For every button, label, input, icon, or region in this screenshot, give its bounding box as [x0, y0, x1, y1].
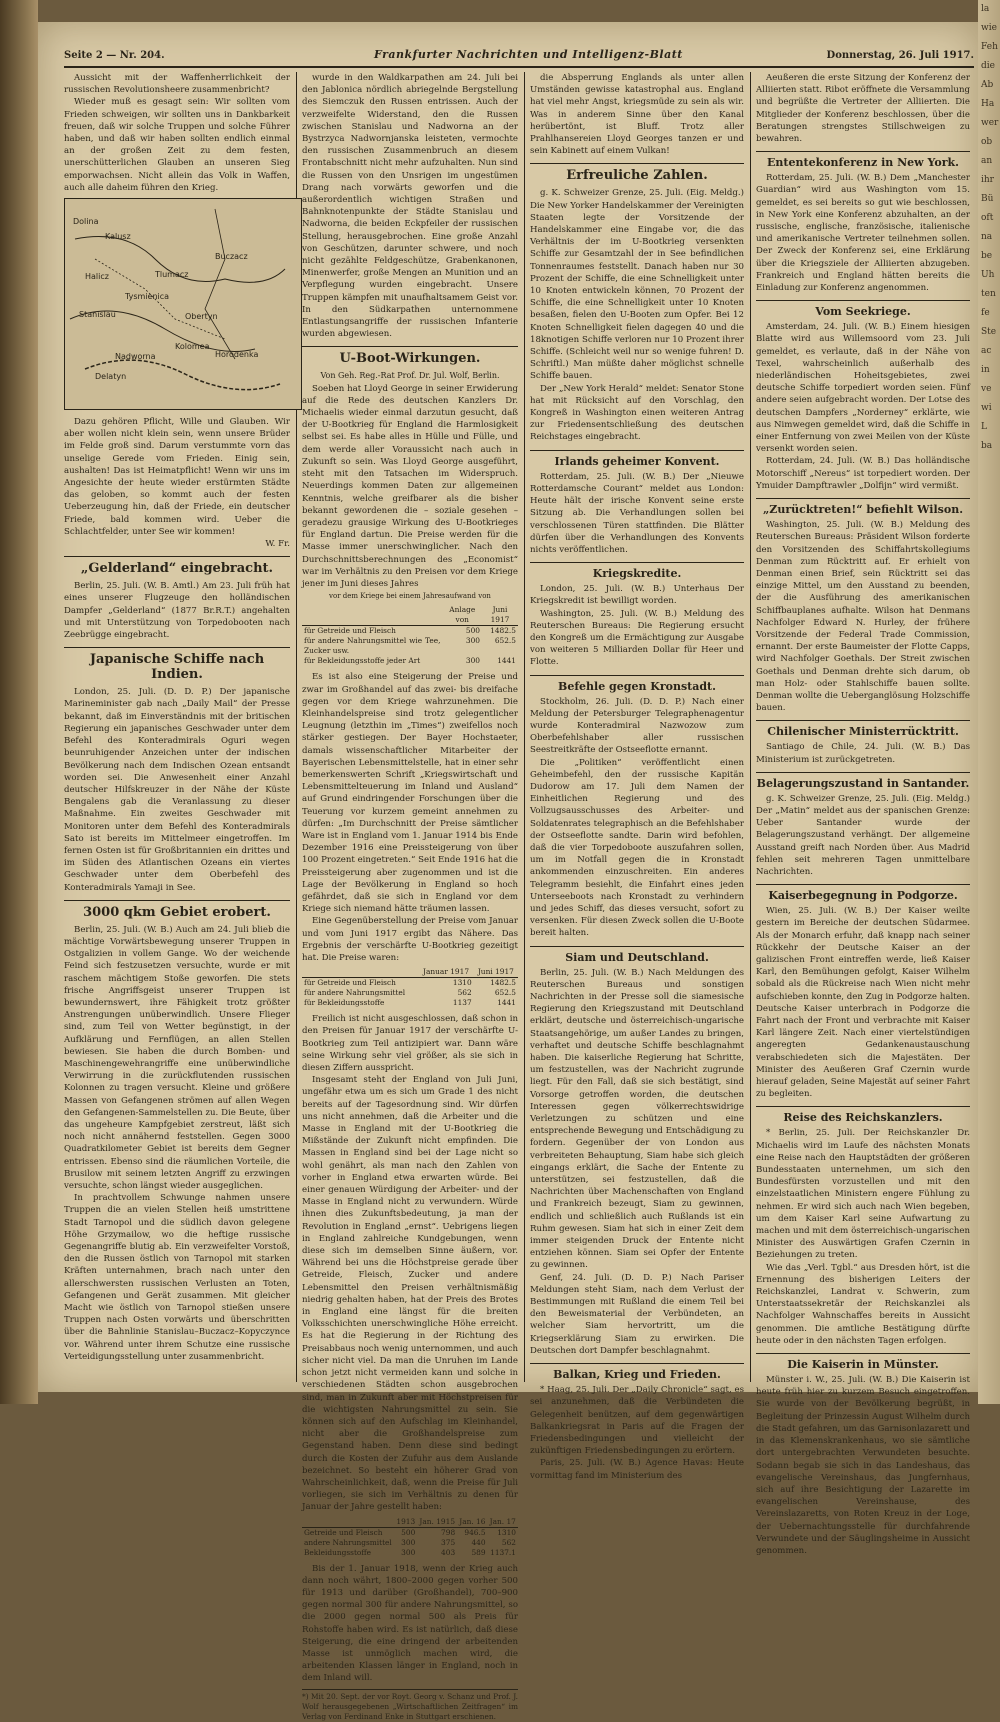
paragraph: Berlin, 25. Juli. (W. B. Amtl.) Am 23. Juli früh hat eines unserer Flugzeuge den holländischen Dampfer „Gelderland“ (1877 Br.R.T.) angehalten und mit Unterstützung von Torpedobooten nach Zeebrügge eingebracht. — [64, 581, 290, 641]
table-header: Juni 1917 — [474, 967, 518, 978]
paragraph: wurde in den Waldkarpathen am 24. Juli bei den Jablonica nördlich abriegelnde Bergstellung des Siemczuk den Russen entrissen. Auch der verzweifelte Widerstand, den die Russen zwischen Stanislau und Nadworna an der Bystrzyca Nadwornjanska leisteten, vermochte den russischen Zusammenbruch an diesem Frontabschnitt nicht mehr aufzuhalten. Nun sind die Russen von den Unsrigen im ungestümen Drang nach vorwärts geworfen und die außerordentlich wichtigen Straßen und Bahnknotenpunkte der Städte Stanislau und Nadworna, die beiden Eckpfeiler der russischen Stellung, herausgebrochen. Eine große Anzahl von Geschützen, darunter schwere, und noch nicht gezählte Feldgeschütze, Grabenkanonen, Minenwerfer, große Mengen an Munition und an Verpflegung wurden eingebracht. Unsere Truppen kämpfen mit unaufhaltsamem Geist vor. In den Südkarpathen unternommene Entlastungsangriffe der russischen Infanterie wurden abgewiesen. — [302, 73, 518, 340]
table-cell: Getreide und Fleisch — [304, 1527, 383, 1537]
paragraph: Es ist also eine Steigerung der Preise und zwar im Großhandel auf das zwei- bis dreifache gegen vor dem Kriege wahrzunehmen. Die Kleinhandelspreise sind trotz gelegentlicher Leugnung (letzthin im „Times“) zweifellos noch stärker gestiegen. Der Bayer Hochstaeter, damals wissenschaftlicher Mitarbeiter der Bayerischen Lebensmittelstelle, hat in einer sehr bemerkenswerten Schrift „Kriegswirtschaft und Lebensmittelteuerung im Inland und Ausland“ auf Grund eindringender Forschungen über die Teuerung vor kurzem gemeint annehmen zu dürfen: „Im Durchschnitt der Preise sämtlicher Ware ist in England vom 1. Januar 1914 bis Ende Dezember 1916 eine Preissteigerung von über 100 Prozent eingetreten.“ Seit Ende 1916 hat die Preissteigerung aber zugenommen und ist die Lage der Bevölkerung in England so hoch gefährdet, daß sie sich in England vor dem Kriege sich niemand hätte träumen lassen. — [302, 672, 518, 915]
column-4 — [756, 72, 970, 1556]
headline: Japanische Schiffe nach Indien. — [89, 652, 265, 683]
paragraph: Dazu gehören Pflicht, Wille und Glauben. Wir aber wollen nicht klein sein, wenn unsere Brüder im Felde groß sind. Darum verstummte vorn das unselige Gerede vom Frieden. Einig sein, aushalten! Das ist Heimatpflicht! Wenn wir uns im Angesichte der heute wieder erstürmten Städte das geloben, so kommt auch der festen Ueberzeugung hin, daß der Friede, ein deutscher Friede, bald kommen wird. Ueber die Schlachtfelder, unter See wir kommen! — [64, 417, 290, 537]
page-label: Seite 2 — Nr. 204. — [64, 50, 165, 61]
price-table-3 — [302, 1517, 518, 1558]
map-label: Tlumacz — [155, 270, 189, 280]
table-row — [302, 988, 518, 998]
divider — [64, 900, 290, 901]
table-cell: für Getreide und Fleisch — [304, 978, 396, 988]
headline: Die Kaiserin in Münster. — [787, 1358, 939, 1372]
table-row — [302, 636, 518, 656]
edge-text-fragment: in — [981, 365, 990, 375]
paragraph: Die „Politiken“ veröffentlicht einen Geheimbefehl, den der russische Kapitän Dudorow am 17. Juli dem Namen der Einheitlichen Regierung und des Vollzugsausschusses des Arbeiter- und Soldatenrates telegraphisch an die Befehlshaber der Ostseeflotte sandte. Darin wird befohlen, daß die vier Torpedoboote auszufahren sollen, um im Notfall gegen die in Kronstadt ankommenden einzuschreiten. Ein anderes Telegramm besiehlt, die Einfahrt eines jeden Unterseeboots nach Kronstadt zu verhindern und jedes Schiff, das dieses versucht, sofort zu versenken. Für diesen Zweck sollen die U-Boote bereit halten. — [530, 757, 744, 939]
edge-text-fragment: Ab — [981, 80, 994, 90]
book-binding — [0, 0, 38, 1404]
map-label: Delatyn — [95, 372, 127, 382]
edge-text-fragment: Bü — [981, 194, 994, 204]
table-cell: für Bekleidungsstoffe jeder Art — [304, 656, 421, 666]
edge-text-fragment: ac — [981, 346, 992, 356]
paragraph: Wieder muß es gesagt sein: Wir sollten vom Frieden schweigen, wir sollten uns in Dankbarkeit freuen, daß wir solche Truppen und solche Führer haben, und daß wir haben sollten endlich einmal an der großen Zeit zu dem festen, unerschütterlichen Glauben an unseren Sieg emporwachsen. Nicht allein das Volk in Waffen, auch alle daheim führen den Krieg. — [64, 97, 290, 193]
edge-text-fragment: la — [981, 4, 990, 14]
edge-text-fragment: L — [981, 422, 987, 432]
table-cell: 1441 — [497, 998, 516, 1008]
headline: Befehle gegen Kronstadt. — [558, 679, 716, 693]
edge-text-fragment: Ste — [981, 327, 997, 337]
table-cell: 300 — [401, 1537, 416, 1547]
divider — [530, 450, 744, 451]
table-cell: 946.5 — [464, 1527, 486, 1537]
table-cell: 798 — [441, 1527, 456, 1537]
edge-text-fragment: Uh — [981, 270, 995, 280]
paragraph: Washington, 25. Juli. (W. B.) Meldung des Reuterschen Bureaus: Die Regierung ersucht den Kongreß um die Ermächtigung zur Ausgabe von weiteren 5 Milliarden Dollar für Heer und Flotte. — [530, 608, 744, 668]
issue-date: Donnerstag, 26. Juli 1917. — [826, 50, 974, 61]
table-cell: 1137 — [452, 998, 472, 1008]
edge-text-fragment: die — [981, 61, 995, 71]
table-header — [302, 967, 418, 978]
paragraph: * Berlin, 25. Juli. Der Reichskanzler Dr. Michaelis wird im Laufe des nächsten Monats eine Reise nach den Hauptstädten der größeren Bundesstaaten unternehmen, um sich den Bundesfürsten vorzustellen und mit den einzelstaatlichen Ministern engere Fühlung zu nehmen. Er wird sich auch nach Wien begeben, um dem Kaiser Karl seine Aufwartung zu machen und mit dem österreichisch-ungarischen Minister des Auswärtigen Grafen Czernin in Beziehungen zu treten. — [756, 1128, 970, 1261]
table-row — [302, 656, 518, 666]
headline: Kriegskredite. — [592, 567, 682, 581]
price-table-2 — [302, 967, 518, 1008]
map-label: Tysmienica — [125, 292, 170, 302]
footnote: *) Mit 20. Sept. der vor Royt. Georg v. Schanz und Prof. J. Wolf herausgegebenen „Wirtschaftlichen Zeitfragen“ im Verlag von Ferdinand Enke in Stuttgart erschienen. — [302, 1689, 518, 1722]
headline: „Gelderland“ eingebracht. — [80, 561, 274, 577]
paragraph: Aussicht mit der Waffenherrlichkeit der russischen Revolutionsheere zusammenbricht? — [64, 73, 290, 96]
divider — [530, 946, 744, 947]
divider — [756, 884, 970, 885]
table-cell: 440 — [471, 1537, 486, 1547]
headline: Reise des Reichskanzlers. — [783, 1111, 943, 1125]
divider — [530, 163, 744, 164]
table-cell: 1137.1 — [490, 1547, 516, 1557]
map-label: Obertyn — [185, 312, 218, 322]
paragraph: Aeußeren die erste Sitzung der Konferenz der Alliierten statt. Ribot eröffnete die Versammlung und begrüßte die Vertreter der Alliierten. Die Mitglieder der Konferenz beschlossen, über die Beratungen strengstes Stillschweigen zu bewahren. — [756, 73, 970, 145]
table-header: Juni 1917 — [482, 605, 518, 626]
edge-text-fragment: ob — [981, 137, 993, 147]
column-3 — [530, 72, 744, 1481]
edge-text-fragment: wi — [981, 403, 992, 413]
map-label: Buczacz — [215, 252, 248, 262]
paragraph: Insgesamt steht der England von Juli Juni, ungefähr etwa um es sich um Grade 1 des nicht bereits auf der Tagesordnung sind. Wir dürfen uns nicht annehmen, daß die Arbeiter und die Masse in England mit der U-Bootkrieg die Mißstände der Zukunft nicht empfinden. Die Massen in England sind bei der Lage nicht so wohl genährt, als man nach den Zahlen von vorher in England etwa erwarten würde. Bei einer genauen Würdigung der Arbeiter- und der Masse in England nicht zu verwundern. Würde ihnen dies Zukunftsbedeutung, ja man der Revolution in England „ernst“. Uebrigens liegen in England zahlreiche Kundgebungen, wenn diese sich im demselben Sinne äußern, vor. Während bei uns die Höchstpreise gerade über Getreide, Fleisch, Zucker und andere Lebensmittel den Preisen verhältnismäßig niedrig gehalten haben, hat der Preis des Brotes in England eine längst für die breiten Volksschichten unerschwingliche Höhe erreicht. Es hat die Regierung in der Richtung des Preisabbaus noch wenig unternommen, und auch sicher nicht viel. Da man die Unruhen im Lande schon jetzt nicht vermeiden kann und solche in verschiedenen Städten schon ausgebrochen sind, man in Zukunft aber mit Höchstpreisen für die wichtigsten Nahrungsmittel zu sein. Sie können sich auf den Aufschlag im Kleinhandel, nicht aber die Großhandelspreise zum Gegenstand haben. Denn diese sind bedingt durch die Kosten der Zufuhr aus dem Auslande bezeichnet. So besteht ein höherer Grad von Wahrscheinlichkeit, daß, wenn die Preise für Juli vorliegen, sie sich im Verhältnis zu denen für Januar der Jahre gestellt haben: — [302, 1075, 518, 1513]
paragraph: Freilich ist nicht ausgeschlossen, daß schon in den Preisen für Januar 1917 der verschärfte U-Bootkrieg zum Teil antizipiert war. Dann wäre seine Wirkung sehr viel größer, als sie sich in diesen Ziffern ausspricht. — [302, 1014, 518, 1074]
column-1 — [64, 72, 290, 1382]
table-header — [302, 1517, 394, 1528]
edge-text-fragment: fe — [981, 308, 990, 318]
paragraph: Münster i. W., 25. Juli. (W. B.) Die Kaiserin ist heute früh hier zu kurzem Besuch eingetroffen. Sie wurde von der Bevölkerung begrüßt, in Begleitung der Prinzessin August Wilhelm durch die Stadt gefahren, um das Garnisonlazarett und in das Klemenskrankenhaus, wo sie sämtliche dort untergebrachten Verwundeten besuchte. Sodann begab sie sich in das Landeshaus, das evangelische Vereinshaus, das Jungfernhaus, sich auf ihre Besichtigung der Lazarette im evangelischen Vereinshause, des Vereinslazaretts, von Roten Kreuz in der Loge, der Uebernachtungsstelle für durchfahrende Verwundete und der Säuglingsheime in Aussicht genommen. — [756, 1375, 970, 1556]
table-cell: 562 — [501, 1537, 516, 1547]
table-cell: 1482.5 — [490, 978, 516, 988]
edge-text-fragment: Ha — [981, 99, 995, 109]
paragraph: * Haag, 25. Juli. Der „Daily Chronicle“ sagt, es sei anzunehmen, daß die Verbündeten die Gelegenheit benützen, auf dem gegenwärtigen Balkankriegsrat in Paris auf die Fragen der Friedensbedingungen und vielleicht der zukünftigen Friedensbedingungen zu erörtern. — [530, 1385, 744, 1457]
table-cell: 403 — [441, 1547, 456, 1557]
map-label: Horodenka — [215, 350, 259, 360]
table-cell: 652.5 — [494, 636, 516, 646]
paragraph: Stockholm, 26. Juli. (D. D. P.) Nach einer Meldung der Petersburger Telegraphenagentur wurde Konteradmiral Nazwozow zum Oberbefehlshaber aller russischen Seestreitkräfte der Ostseeflotte ernannt. — [530, 696, 744, 756]
paragraph: Berlin, 25. Juli. (W. B.) Nach Meldungen des Reuterschen Bureaus und sonstigen Nachrichten in der Presse soll die siamesische Regierung den Kriegszustand mit Deutschland erklärt, deutsche und österreichisch-ungarische Staatsangehörige, um außer Landes zu bringen, verhaftet und deutsche Schiffe beschlagnahmt haben. Die kaiserliche Regierung hat Schritte, um festzustellen, was der Nachricht zugrunde liegt. Für den Fall, daß sie sich bestätigt, sind Vorsorge getroffen worden, die deutschen Interessen gegen völkerrechtswidrige Verletzungen zu schützen und eine entsprechende Bewegung und Entschädigung zu fordern. Gegenüber der von London aus verbreiteten Behauptung, Siam habe sich gleich eingangs erklärt, die Sache der Entente zu unterstützen, sei festzustellen, daß die Nachrichten über Machenschaften von England und Frankreich bezeugt, Siam zu gewinnen, endlich und schließlich auch Rußlands ist ein Ruhm gewesen. Siam hat sich in einer Zeit dem immer steigenden Druck der Entente nicht entziehen können. Siam sei Opfer der Entente zu gewinnen. — [530, 967, 744, 1271]
edge-text-fragment: ihr — [981, 175, 994, 185]
table-caption: vor dem Kriege bei einem Jahresaufwand von — [329, 592, 491, 601]
table-cell: 1310 — [497, 1527, 516, 1537]
headline: „Zurücktreten!“ befiehlt Wilson. — [762, 503, 964, 517]
paragraph: g. K. Schweizer Grenze, 25. Juli. (Eig. Meldg.) Der „Matin“ meldet aus der spanischen Grenze: Ueber Santander wurde der Belagerungszustand verhängt. Der allgemeine Ausstand greift nach Norden über. Aus Madrid fehlen seit mehreren Tagen unmittelbare Nachrichten. — [756, 793, 970, 877]
divider — [302, 346, 518, 347]
divider — [756, 772, 970, 773]
masthead — [64, 46, 974, 68]
map-label: Nadworna — [115, 352, 156, 362]
headline: U-Boot-Wirkungen. — [339, 351, 481, 367]
newspaper-page — [38, 22, 978, 1721]
paragraph: Rotterdam, 24. Juli. (W. B.) Das holländische Motorschiff „Nereus“ ist torpediert worden. Der Ymuider Dampftrawler „Dolfijn“ wird vermißt. — [756, 456, 970, 491]
edge-text-fragment: Feh — [981, 42, 998, 52]
table-header: Jan. 16 — [457, 1517, 487, 1528]
paragraph: Paris, 25. Juli. (W. B.) Agence Havas: Heute vormittag fand im Ministerium des — [530, 1458, 744, 1481]
rail-line — [205, 209, 235, 359]
map-label: Stanislau — [79, 310, 116, 320]
headline: Vom Seekriege. — [815, 305, 911, 319]
table-cell: andere Nahrungsmittel — [304, 1537, 392, 1547]
byline: Von Geh. Reg.-Rat Prof. Dr. Jul. Wolf, Berlin. — [320, 371, 500, 381]
map-drawing — [65, 199, 291, 409]
paragraph: Bis der 1. Januar 1918, wenn der Krieg auch dann noch währt, 1800–2000 gegen vorher 500 für 1913 und darüber (Großhandel), 700–900 gegen normal 300 für andere Nahrungsmittel, so die 2000 gegen normal 500 als Preis für Rohstoffe haben wird. Es ist natürlich, daß diese Steigerung, die eine dringend der arbeitenden Masse ist unmöglich machen wird, die arbeitenden Klassen länger in England, noch in dem Inland will. — [302, 1563, 518, 1684]
table-cell: 1441 — [497, 656, 516, 666]
table-cell: 562 — [457, 988, 472, 998]
divider — [530, 675, 744, 676]
headline: Chilenischer Ministerrücktritt. — [767, 725, 959, 739]
headline: Irlands geheimer Konvent. — [554, 454, 720, 468]
headline: Belagerungszustand in Santander. — [756, 776, 970, 790]
table-cell: 300 — [465, 656, 480, 666]
paragraph: Wie das „Verl. Tgbl.“ aus Dresden hört, ist die Ernennung des bisherigen Leiters der Reichskanzlei, Landrat v. Schwerin, zum Unterstaatssekretär der Reichskanzlei als Nachfolger Wahnschaffes bereits in Aussicht genommen. Die amtliche Bestätigung dürfte heute oder in den nächsten Tagen erfolgen. — [756, 1262, 970, 1346]
column-2 — [302, 72, 518, 1721]
paragraph: Rotterdam, 25. Juli. (W. B.) Der „Nieuwe Rotterdamsche Courant“ meldet aus London: Heute hält der irische Konvent seine erste Sitzung ab. Die Verhandlungen sollen bei verschlossenen Türen stattfinden. Die Blätter dürfen über die Verhandlungen des Konvents nichts veröffentlichen. — [530, 471, 744, 555]
next-page-edge — [978, 0, 1000, 1404]
author-signature: W. Fr. — [265, 539, 290, 550]
table-row — [302, 998, 518, 1008]
table-cell: Bekleidungsstoffe — [304, 1547, 371, 1557]
table-row — [302, 1548, 518, 1558]
paragraph: Washington, 25. Juli. (W. B.) Meldung des Reuterschen Bureaus: Präsident Wilson forderte den Vorsitzenden des Schiffahrtskollegiums Denman zum Rücktritt auf. Er erhielt von Denman einen Brief, sein Rücktritt sei das einzige Mittel, um den Ausstand zu beenden, der die Ausführung des amerikanischen Schiffbauplanes aufhalte. Wilson hat Denmans Nachfolger Edward N. Hurley, der frühere Vorsitzende der Federal Trade Commission, ernannt. Der erste Baumeister der Flotte Capps, wird Nachfolger Goethals. Der Streit zwischen Goethals und Denman drehte sich darum, ob man Holz- oder Stahlschiffe bauen sollte. Denman wollte die Ueberganglösung Holzschiffe bauen. — [756, 520, 970, 714]
paragraph: Berlin, 25. Juli. (W. B.) Auch am 24. Juli blieb die mächtige Vorwärtsbewegung unserer Truppen in Ostgalizien in vollem Gange. Wo der weichende Feind sich festzusetzen versuchte, wurde er mit raschem mächtigem Stoße geworfen. Die stets frische Angriffsgeist unserer Truppen ist bewundernswert, ihre Fähigkeit trotz größter Anstrengungen unüberwindlich. Unsere Flieger sind, zum Teil von Wetter begünstigt, in der Aufklärung und Fernflügen, an allen Stellen bewiesen. Sie haben die durch Bomben- und Maschinengewehrangriffe eine unüberwindliche Verwirrung in die zurückflutenden russischen Kolonnen zu tragen versucht. Kleine und größere Massen von Gefangenen strömen auf allen Wegen den Gefangenen-Sammelstellen zu. Die Beute, über das ungeheure Kampfgebiet zerstreut, läßt sich noch nicht annähernd feststellen. Gegen 3000 Quadratkilometer Gebiet ist bereits dem Gegner entrissen. Ebenso sind die räumlichen Vorteile, die Brusilow mit seinem letzten Angriff zu erzwingen versuchte, schon längst wieder ausgeglichen. — [64, 924, 290, 1191]
divider — [64, 647, 290, 648]
paragraph: Soeben hat Lloyd George in seiner Erwiderung auf die Rede des deutschen Kanzlers Dr. Michaelis wieder einmal darzutun gesucht, daß der U-Bootkrieg für England die Harmlosigkeit selbst sei. Es habe alles in Hülle und Fülle, und dem werde aller Voraussicht nach auch in Zukunft so sein. Was Lloyd George ausgeführt, steht mit den Tatsachen im Widerspruch. Neuerdings kommen Daten zur allgemeinen Kenntnis, welche greifbarer als die bisher bekannt gewordenen die – soziale gesehen – geradezu grausige Wirkung des U-Bootkrieges für England dartun. Die Preise werden für die Masse immer unerschwinglicher. Nach den Durchschnittsberechnungen des „Economist“ war im Verhältnis zu den Preisen vor dem Kriege jener im Juni dieses Jahres — [302, 383, 518, 589]
map-label: Halicz — [85, 272, 109, 282]
paragraph: Santiago de Chile, 24. Juli. (W. B.) Das Ministerium ist zurückgetreten. — [756, 742, 970, 765]
edge-text-fragment: be — [981, 251, 993, 261]
table-row — [302, 978, 518, 989]
table-cell: 1482.5 — [490, 626, 516, 636]
map-label: Kalusz — [105, 232, 131, 242]
headline: Kaiserbegegnung in Podgorze. — [768, 889, 958, 903]
divider — [756, 151, 970, 152]
table-cell: 589 — [471, 1547, 486, 1557]
edge-text-fragment: wie — [981, 23, 997, 33]
headline: Ententekonferenz in New York. — [767, 156, 959, 170]
table-cell: 375 — [441, 1537, 456, 1547]
map-label: Kolomea — [175, 342, 210, 352]
edge-text-fragment: na — [981, 232, 993, 242]
divider — [530, 562, 744, 563]
paragraph: Der „New York Herald“ meldet: Senator Stone hat mit Rücksicht auf den Vorschlag, den Kongreß in Washington einen weiteren Antrag zur Friedensentschließung des deutschen Reichstages eingebracht. — [530, 383, 744, 443]
divider — [756, 498, 970, 499]
paragraph: London, 25. Juli. (D. D. P.) Der japanische Marineminister gab nach „Daily Mail“ der Presse bekannt, daß im Einverständnis mit der britischen Regierung ein japanisches Geschwader unter dem Befehl des Konteradmirals Oguri wegen beunruhigender Anzeichen unter der indischen Bevölkerung nach dem Indischen Ozean entsandt worden sei. Die Anwesenheit einer Anzahl deutscher Hilfskreuzer in der Nähe der Küste Bengalens gab die Veranlassung zu dieser Maßnahme. Ein zweites Geschwader mit Monitoren unter dem Befehl des Konteradmirals Sato ist bereits im Mittelmeer eingetroffen. Im fernen Osten ist für Großbritannien ein drittes und im Süden des Atlantischen Ozeans ein viertes Geschwader unter dem Oberbefehl des Konteradmirals Yamaji in See. — [64, 687, 290, 893]
table-cell: 500 — [401, 1527, 416, 1537]
paragraph: die Absperrung Englands als unter allen Umständen gewisse katastrophal aus. England hat viel mehr Angst, kriegsmüde zu sein als wir. Was in anderem Sinne über den Kanal herübertönt, ist Bluff. Trotz aller Prahlhansereien Lloyd Georges tanzen er und sein Kabinett auf einem Vulkan! — [530, 73, 744, 157]
price-table-1 — [302, 605, 518, 666]
divider — [756, 1353, 970, 1354]
table-row — [302, 1538, 518, 1548]
paragraph: g. K. Schweizer Grenze, 25. Juli. (Eig. Meldg.) Die New Yorker Handelskammer der Vereinigten Staaten legte der Vorsitzende der Handelskammer eine Eingabe vor, die das Verhältnis der im U-Bootkrieg versenkten Schiffe zur Gesamtzahl der in See befindlichen Tonnenraumes feststellt. Danach haben nur 30 Prozent der Schiffe, die eine Schnelligkeit unter 10 Knoten entwickeln können, 70 Prozent der Schiffe, die eine Schnelligkeit unter 10 Knoten besaßen, fielen den U-Booten zum Opfer. Bei 12 Knoten Schnelligkeit fielen dagegen 40 und die 18knotigen Schiffe verloren nur 10 Prozent ihrer Schiffe. (Schleicht weil nur so wenige fuhren! D. Schriftl.) Man müßte daher möglichst schnelle Schiffe bauen. — [530, 188, 744, 382]
table-header: Anlage von — [442, 605, 482, 626]
table-cell: für andere Nahrungsmittel — [304, 988, 406, 998]
divider — [530, 1363, 744, 1364]
table-header: Januar 1917 — [418, 967, 473, 978]
paragraph: Eine Gegenüberstellung der Preise vom Januar und vom Juni 1917 ergibt das Nähere. Das Ergebnis der verschärfte U-Bootkrieg gezeitigt hat. Die Preise waren: — [302, 916, 518, 963]
headline: Balkan, Krieg und Frieden. — [553, 1368, 721, 1382]
edge-text-fragment: ve — [981, 384, 992, 394]
table-cell: für andere Nahrungsmittel wie Tee, Zucker usw. — [304, 636, 441, 656]
paragraph: In prachtvollem Schwunge nahmen unsere Truppen die an vielen Stellen heiß umstrittene Stadt Tarnopol und die südlich davon gelegene Höhe Grzymailow, wo die heftige russische Gegenangriffe blutig ab. Ein verzweifelter Vorstoß, den die Russen östlich von Tarnopol mit starken Kräften unternahmen, brach nach unter den allerschwersten russischen Verlusten an Toten, Gefangenen und Gerät zusammen. Mit gleicher Macht wie östlich von Tarnopol stießen unsere Truppen nach Osten vorwärts und überschritten über die Bahnlinie Stanislau–Buczacz–Kopyczynce vor. Während unter ihrem Schutze eine russische Verteidigungsstellung unter zusammenbricht. — [64, 1193, 290, 1362]
map-label: Dolina — [73, 217, 99, 227]
table-cell: 1310 — [452, 978, 472, 988]
paragraph: London, 25. Juli. (W. B.) Unterhaus Der Kriegskredit ist bewilligt worden. — [530, 584, 744, 607]
divider — [756, 1106, 970, 1107]
table-cell: 652.5 — [494, 988, 516, 998]
divider — [756, 720, 970, 721]
table-cell: 300 — [401, 1547, 416, 1557]
divider — [64, 556, 290, 557]
column-rule — [524, 72, 525, 1382]
table-cell: 500 — [465, 626, 480, 636]
headline: Erfreuliche Zahlen. — [566, 168, 708, 184]
edge-text-fragment: ba — [981, 441, 993, 451]
paragraph: Rotterdam, 25. Juli. (W. B.) Dem „Manchester Guardian“ wird aus Washington vom 15. gemeldet, es sei bereits so gut wie beschlossen, in New York eine Konferenz abzuhalten, an der russische, englische, französische, italienische und amerikanische Vertreter teilnehmen sollen. Der Zweck der Konferenz sei, eine Erklärung über die Kriegsziele der Alliierten abzugeben. Frankreich und England hätten bereits die Einladung zur Konferenz angenommen. — [756, 173, 970, 294]
paper-title: Frankfurter Nachrichten und Intelligenz-Blatt — [374, 48, 683, 61]
paragraph: Amsterdam, 24. Juli. (W. B.) Einem hiesigen Blatte wird aus Willemsoord vom 23. Juli gemeldet, es verlaute, daß in der Nähe von Texel, wahrscheinlich außerhalb des niederländischen Hoheitsgebietes, zwei deutsche Schiffe torpediert worden seien. Fünf andere seien aufgebracht worden. Der Lotse des deutschen Dampfers „Norderney“ erklärte, wie aus Nimwegen gemeldet wird, daß die Schiffe in einer Entfernung von zwei Meilen von der Küste versenkt worden seien. — [756, 322, 970, 455]
paragraph: Genf, 24. Juli. (D. D. P.) Nach Pariser Meldungen steht Siam, nach dem Verlust der Bestimmungen mit Rußland die einem Teil bei den Beweismaterial der Verbündeten, an welcher Siam hervortritt, um die Kriegserklärung Siam zu erwirken. Die Deutschen dort Dampfer beschlagnahmt. — [530, 1272, 744, 1356]
column-rule — [750, 72, 751, 1382]
table-cell: für Getreide und Fleisch — [304, 626, 396, 636]
table-header: 1913 — [394, 1517, 417, 1528]
edge-text-fragment: ten — [981, 289, 996, 299]
headline: 3000 qkm Gebiet erobert. — [83, 904, 271, 920]
edge-text-fragment: oft — [981, 213, 994, 223]
table-cell: für Bekleidungsstoffe — [304, 998, 385, 1008]
paragraph: Wien, 25. Juli. (W. B.) Der Kaiser weilte gestern im Bereiche der deutschen Südarmee. Als der Monarch erfuhr, daß knapp nach seiner Rückkehr der Deutsche Kaiser an der galizischen Front eintreffen werde, ließ Kaiser Karl, den Bemühungen gefolgt, Kaiser Wilhelm sobald als die Rückreise nach Wien nicht mehr aufschieben konnte, den Zug in Podgorze halten. Deutsche Kaiser unterbrach in Podgorze die Fahrt nach der Front und verbrachte mit Kaiser Karl längere Zeit. Nach einer viertelstündigen angeregten Gedankenaustauschung verabschiedeten sich die Majestäten. Der Minister des Aeußeren Graf Czernin wurde hierauf geladen, Seine Majestät auf seiner Fahrt zu begleiten. — [756, 906, 970, 1100]
table-row — [302, 626, 518, 637]
table-header: Jan. 1915 — [417, 1517, 457, 1528]
headline: Siam und Deutschland. — [565, 950, 709, 964]
table-header: Jan. 17 — [488, 1517, 518, 1528]
front-map — [64, 198, 302, 410]
table-row — [302, 1527, 518, 1538]
edge-text-fragment: wer — [981, 118, 999, 128]
table-cell: 300 — [465, 636, 480, 646]
divider — [756, 300, 970, 301]
edge-text-fragment: an — [981, 156, 993, 166]
